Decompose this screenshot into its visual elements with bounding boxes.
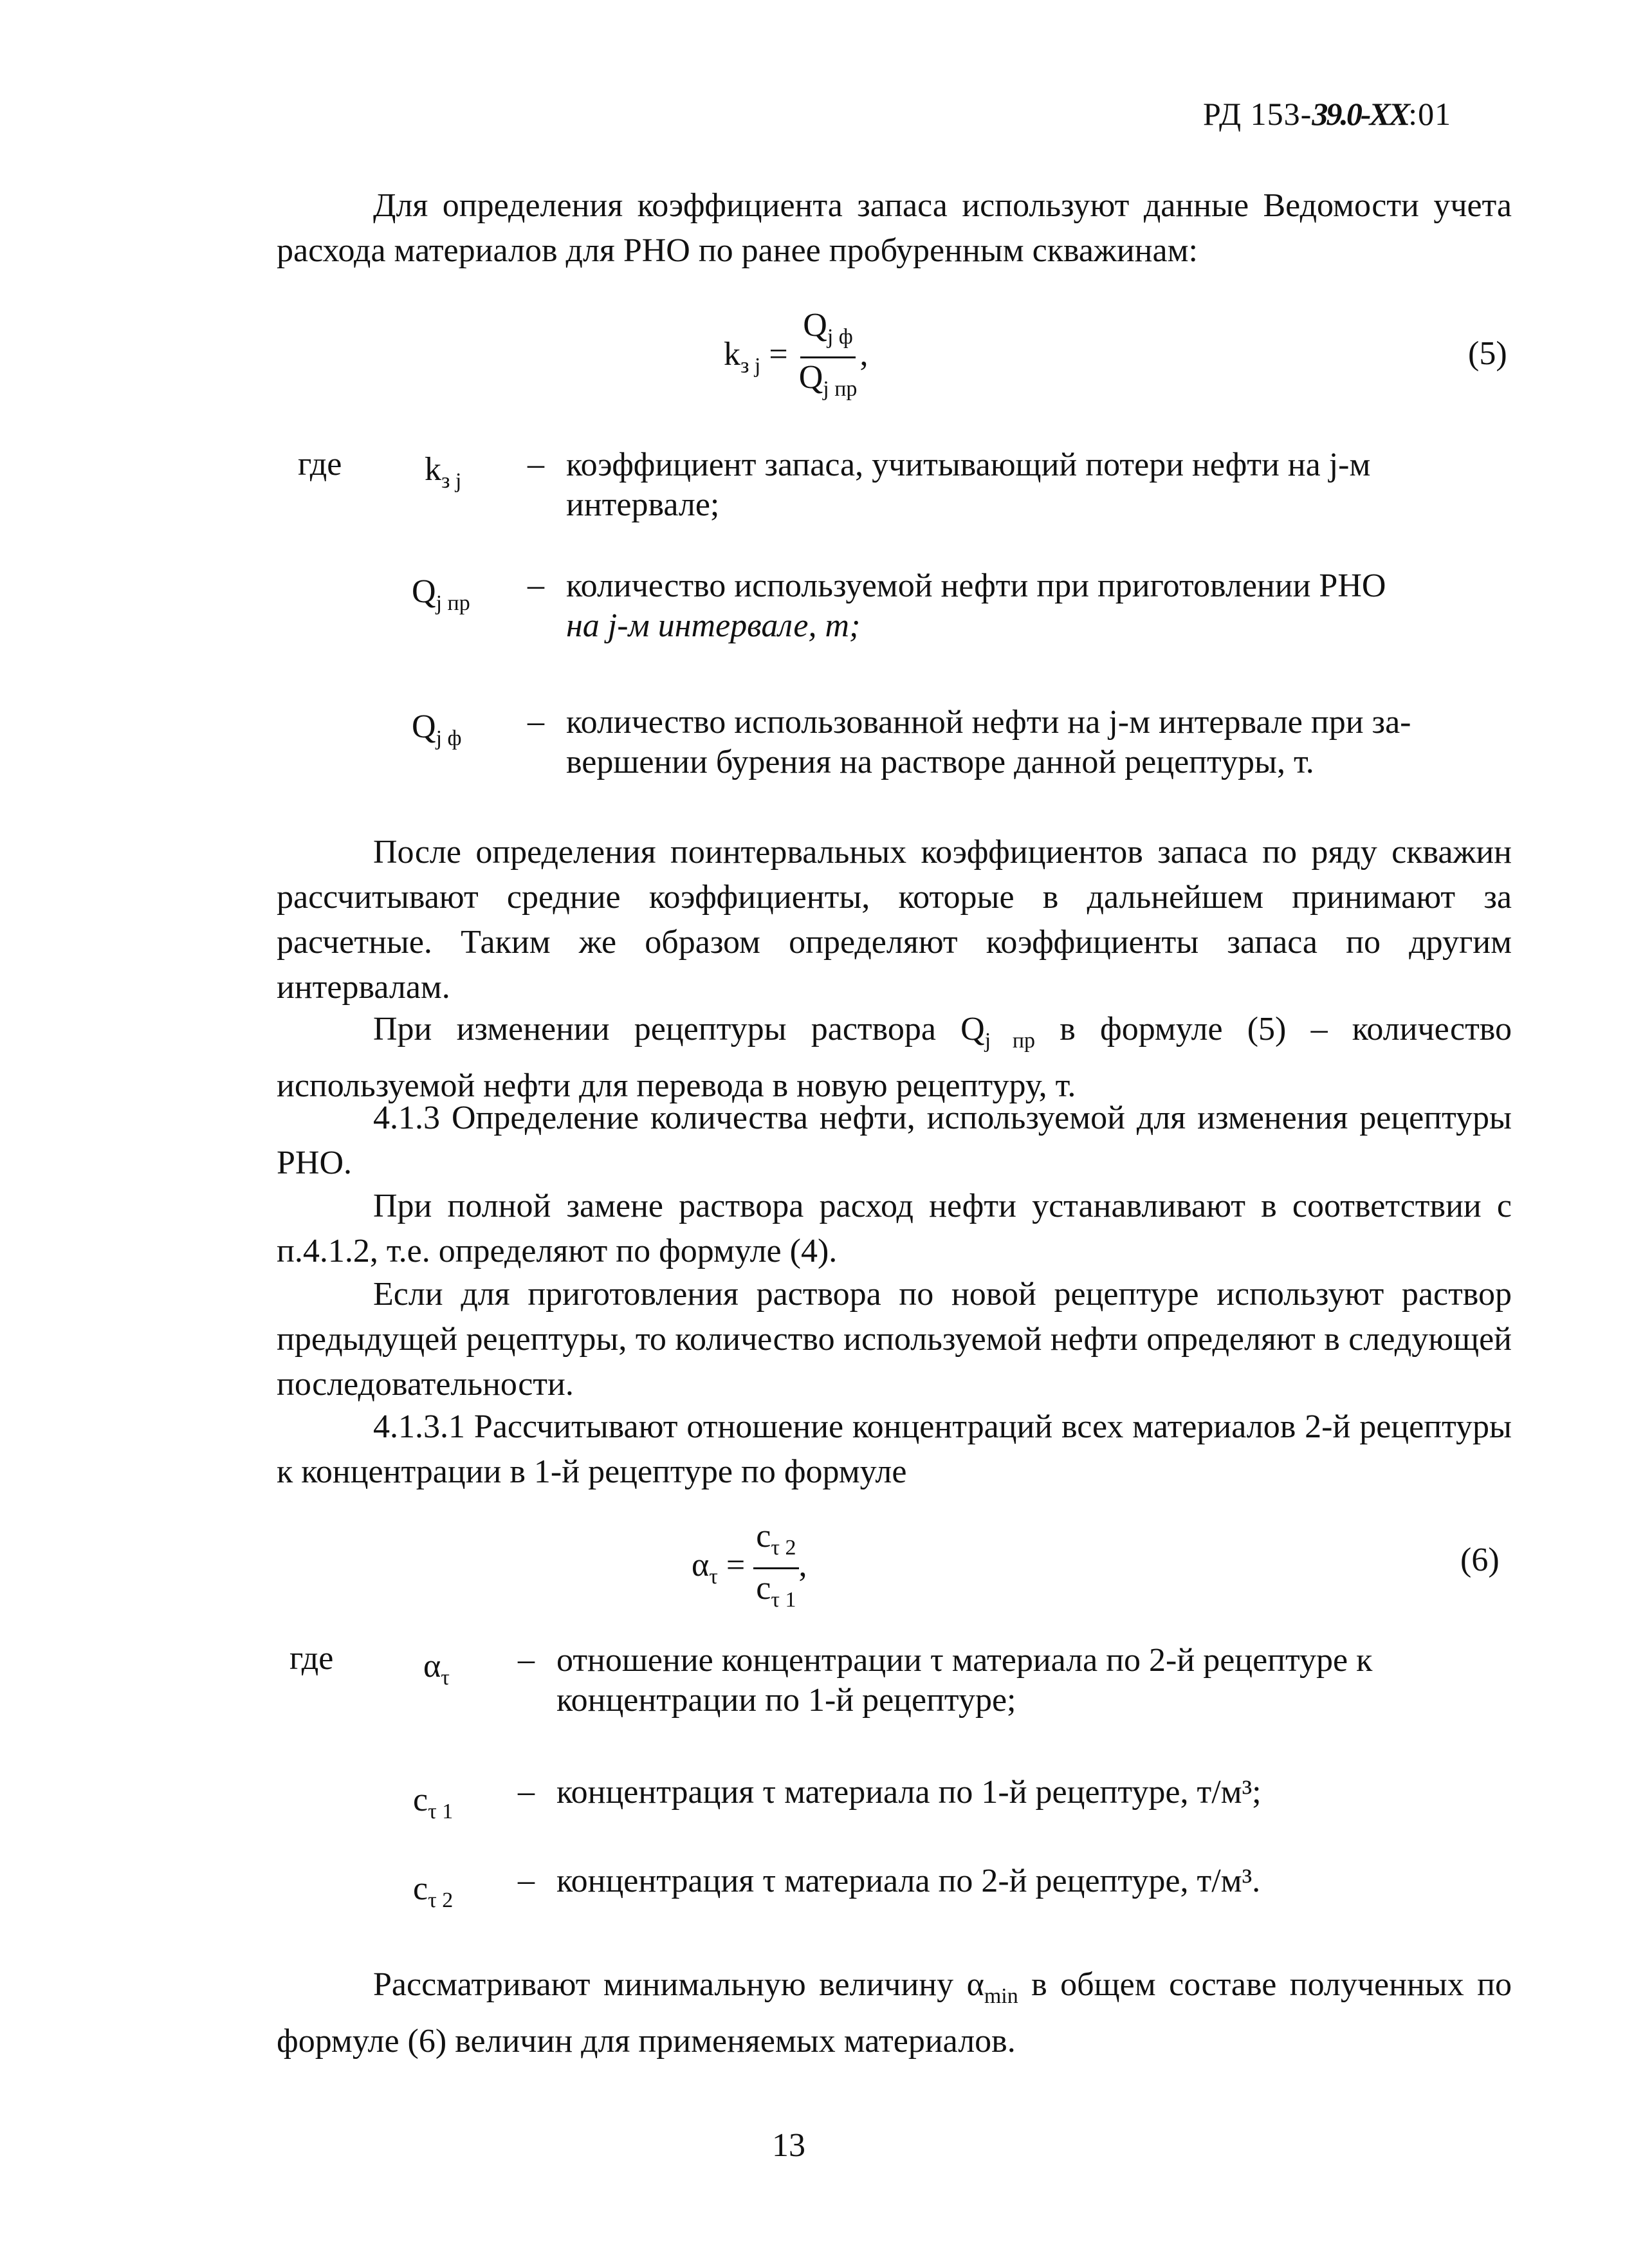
paragraph-coefficients: После определения поинтервальных коэффициентов запаса по ряду скважин рассчитывают средние коэффициенты, которые в дальнейшем принимают за расчетные. Таким же образом определяют коэффициенты запаса по другим интервалам. [277, 834, 1512, 1006]
paragraph-recipe-change: При изменении рецептуры раствора $Q_{j пр}$ в формуле (5) – количество используемой нефти для перевода в новую рецептуру, т. [277, 1011, 1512, 1104]
where-label-2: где [289, 1640, 334, 1677]
formula5-numerator: $Q_{j ф}$ [800, 308, 856, 358]
where1-definition-2: количество используемой нефти при приготовлении РНО на j-м интервале, т; [566, 567, 1386, 644]
doc-code-suffix: :01 [1408, 96, 1452, 132]
formula6-eq: = [726, 1547, 746, 1584]
where1-dash-1: – [528, 446, 544, 483]
formula6-numerator: $c_{\tau 2}$ [753, 1518, 798, 1569]
formula-5 [724, 308, 868, 407]
where2-symbol-c2: $c_{\tau 2}$ [413, 1870, 454, 1912]
where1-definition-3: количество использованной нефти на j-м интервале при за- вершении бурения на растворе данной рецептуры, т. [566, 704, 1411, 780]
where1-symbol-qpr: $Q_{j пр}$ [412, 573, 470, 615]
paragraph-previous-recipe: Если для приготовления раствора по новой рецептуре используют раствор предыдущей рецептуры, то количество используемой нефти определяют в следующей последовательности. [277, 1276, 1512, 1403]
formula5-tail: , [859, 336, 868, 373]
where2-dash-1: – [518, 1641, 535, 1678]
where1-symbol-qf: $Q_{j ф}$ [412, 708, 462, 750]
where2-definition-2: концентрация τ материала по 1-й рецептуре, т/м³; [556, 1774, 1262, 1811]
equation-number-5: (5) [1468, 335, 1507, 372]
document-code [1203, 95, 1451, 133]
formula5-denominator: $Q_{j пр}$ [798, 359, 858, 401]
intro-paragraph: Для определения коэффициента запаса используют данные Ведомости учета расхода материалов для РНО по ранее пробуренным скважинам: [277, 187, 1512, 269]
where2-dash-2: – [518, 1773, 535, 1810]
formula6-fraction [753, 1518, 798, 1618]
page-number: 13 [772, 2127, 805, 2164]
doc-code-stamp: 39.0- [1312, 96, 1370, 132]
p7-symbol: $\alpha_{min}$ [966, 1966, 1018, 2008]
paragraph-alpha-min: Рассматривают минимальную величину $\alpha_{min}$ в общем составе полученных по формуле (6) величин для применяемых материалов. [277, 1966, 1512, 2060]
where2-symbol-alpha: $\alpha_\tau$ [423, 1648, 450, 1690]
formula6-tail: , [798, 1547, 807, 1584]
where2-definition-3: концентрация τ материала по 2-й рецептуре, т/м³. [556, 1863, 1261, 1899]
paragraph-full-replacement: При полной замене раствора расход нефти устанавливают в соответствии с п.4.1.2, т.е. определяют по формуле (4). [277, 1188, 1512, 1269]
where-label-1: где [298, 446, 342, 483]
formula6-denominator: $c_{\tau 1}$ [756, 1570, 796, 1612]
formula5-fraction [796, 308, 860, 407]
where1-dash-2: – [528, 567, 544, 604]
doc-code-prefix: РД 153- [1203, 96, 1312, 132]
formula6-lhs: $\alpha_\tau$ [692, 1547, 718, 1589]
where2-dash-3: – [518, 1862, 535, 1899]
p2-symbol: $Q_{j пр}$ [960, 1011, 1036, 1053]
formula5-eq: = [769, 336, 788, 373]
where2-definition-1: отношение концентрации τ материала по 2-й рецептуре к концентрации по 1-й рецептуре; [556, 1642, 1373, 1719]
where1-symbol-k: $k_{з j}$ [425, 451, 462, 493]
where1-dash-3: – [528, 703, 544, 740]
doc-code-stamp2: XX [1369, 96, 1409, 132]
paragraph-4-1-3: 4.1.3 Определение количества нефти, используемой для изменения рецептуры РНО. [277, 1100, 1512, 1181]
paragraph-4-1-3-1: 4.1.3.1 Рассчитывают отношение концентраций всех материалов 2-й рецептуры к концентрации в 1-й рецептуре по формуле [277, 1408, 1512, 1490]
equation-number-6: (6) [1460, 1542, 1500, 1578]
formula-6 [692, 1518, 807, 1618]
where1-definition-1: коэффициент запаса, учитывающий потери нефти на j-м интервале; [566, 447, 1371, 523]
formula5-lhs: $k_{з j}$ [724, 336, 761, 378]
where2-symbol-c1: $c_{\tau 1}$ [413, 1782, 454, 1823]
